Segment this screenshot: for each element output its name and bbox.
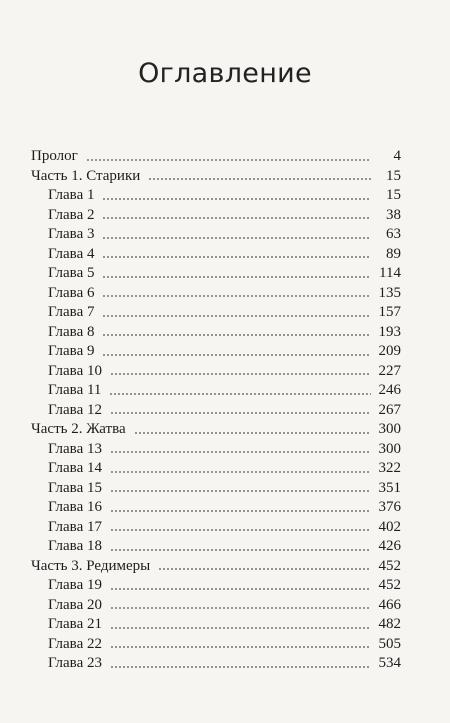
toc-entry-page-number: 402 — [378, 518, 401, 535]
toc-entry-label: Глава 6 — [48, 284, 95, 301]
toc-entry-label: Глава 14 — [48, 460, 102, 476]
dot-leader — [110, 411, 371, 415]
dot-leader — [110, 606, 371, 610]
toc-entry-label: Глава 18 — [48, 538, 102, 554]
toc-entry[interactable] — [31, 557, 401, 577]
toc-entry-label: Глава 10 — [48, 362, 102, 379]
toc-entry[interactable] — [31, 323, 401, 343]
toc-entry[interactable] — [31, 401, 401, 421]
toc-entry-label: Глава 9 — [48, 343, 95, 359]
toc-entry[interactable] — [31, 518, 401, 538]
dot-leader — [134, 431, 371, 435]
toc-entry-label: Глава 17 — [48, 518, 102, 535]
toc-entry[interactable] — [31, 381, 401, 401]
dot-leader — [102, 294, 371, 298]
toc-entry[interactable] — [31, 654, 401, 674]
toc-entry-label: Глава 21 — [48, 616, 102, 632]
toc-entry-page-number: 376 — [378, 499, 401, 515]
toc-entry[interactable] — [31, 479, 401, 499]
toc-entry-label: Глава 7 — [48, 304, 95, 320]
toc-entry-label: Пролог — [31, 148, 78, 164]
toc-entry[interactable] — [31, 440, 401, 460]
toc-entry-page-number: 351 — [378, 479, 401, 496]
toc-entry-page-number: 300 — [378, 421, 401, 437]
toc-entry[interactable] — [31, 596, 401, 616]
toc-entry[interactable] — [31, 498, 401, 518]
toc-entry-page-number: 322 — [378, 460, 401, 476]
toc-entry-page-number: 135 — [378, 284, 401, 301]
toc-entry-page-number: 466 — [378, 596, 401, 613]
toc-entry[interactable] — [31, 245, 401, 265]
dot-leader — [109, 392, 371, 396]
toc-entry-page-number: 15 — [386, 187, 401, 203]
toc-entry-label: Глава 3 — [48, 226, 95, 242]
dot-leader — [102, 333, 371, 337]
dot-leader — [158, 567, 371, 571]
dot-leader — [110, 548, 371, 552]
dot-leader — [110, 626, 371, 630]
toc-entry-page-number: 482 — [378, 616, 401, 632]
toc-entry[interactable] — [31, 167, 401, 187]
dot-leader — [110, 587, 371, 591]
toc-entry[interactable] — [31, 284, 401, 304]
toc-entry[interactable] — [31, 264, 401, 284]
toc-title: Оглавление — [138, 58, 312, 89]
toc-entry-page-number: 15 — [386, 167, 401, 184]
toc-entry[interactable] — [31, 186, 401, 206]
toc-entry-label: Глава 8 — [48, 323, 95, 340]
dot-leader — [148, 177, 371, 181]
toc-entry-page-number: 38 — [386, 206, 401, 223]
toc-entry-page-number: 227 — [378, 362, 401, 379]
toc-entry[interactable] — [31, 303, 401, 323]
toc-entry-label: Глава 2 — [48, 206, 95, 223]
toc-entry-page-number: 505 — [378, 635, 401, 652]
toc-entry-page-number: 267 — [378, 401, 401, 418]
dot-leader — [110, 450, 371, 454]
dot-leader — [110, 489, 371, 493]
toc-entry-label: Часть 2. Жатва — [31, 421, 126, 437]
toc-entry-label: Глава 16 — [48, 499, 102, 515]
toc-entry-label: Глава 1 — [48, 187, 95, 203]
toc-entry-page-number: 4 — [393, 148, 401, 164]
toc-entry-label: Глава 19 — [48, 577, 102, 593]
toc-entry[interactable] — [31, 362, 401, 382]
toc-entry-label: Глава 23 — [48, 655, 102, 671]
toc-entry[interactable] — [31, 537, 401, 557]
toc-entry-page-number: 114 — [379, 265, 401, 281]
dot-leader — [110, 470, 371, 474]
dot-leader — [110, 509, 371, 513]
toc-entry[interactable] — [31, 615, 401, 635]
toc-entry-page-number: 534 — [378, 655, 401, 671]
dot-leader — [102, 314, 371, 318]
dot-leader — [102, 353, 371, 357]
dot-leader — [86, 158, 371, 162]
toc-entry-page-number: 452 — [378, 557, 401, 574]
dot-leader — [102, 216, 371, 220]
toc-entry[interactable] — [31, 459, 401, 479]
toc-entry[interactable] — [31, 576, 401, 596]
dot-leader — [110, 645, 371, 649]
toc-entry-page-number: 246 — [378, 382, 401, 398]
dot-leader — [110, 665, 371, 669]
toc-entry[interactable] — [31, 206, 401, 226]
dot-leader — [102, 275, 371, 279]
toc-entry-page-number: 426 — [378, 538, 401, 554]
dot-leader — [110, 372, 371, 376]
toc-entry-label: Глава 13 — [48, 440, 102, 457]
dot-leader — [110, 528, 371, 532]
toc-entry-label: Глава 22 — [48, 635, 102, 652]
toc-entry-label: Глава 4 — [48, 245, 95, 262]
toc-list — [31, 147, 401, 674]
toc-entry-page-number: 452 — [378, 577, 401, 593]
toc-entry-label: Глава 12 — [48, 401, 102, 418]
toc-entry[interactable] — [31, 147, 401, 167]
toc-entry-label: Глава 5 — [48, 265, 95, 281]
toc-entry-label: Глава 15 — [48, 479, 102, 496]
toc-entry[interactable] — [31, 635, 401, 655]
dot-leader — [102, 236, 371, 240]
toc-entry[interactable] — [31, 225, 401, 245]
dot-leader — [102, 255, 371, 259]
toc-entry-label: Часть 3. Редимеры — [31, 557, 151, 574]
toc-entry-page-number: 193 — [378, 323, 401, 340]
toc-entry-page-number: 209 — [378, 343, 401, 359]
toc-entry-page-number: 63 — [386, 226, 401, 242]
toc-entry-label: Часть 1. Старики — [31, 167, 141, 184]
dot-leader — [102, 197, 371, 201]
toc-entry-page-number: 300 — [378, 440, 401, 457]
toc-entry-label: Глава 11 — [48, 382, 102, 398]
toc-entry[interactable] — [31, 420, 401, 440]
toc-entry[interactable] — [31, 342, 401, 362]
toc-entry-page-number: 157 — [378, 304, 401, 320]
toc-entry-page-number: 89 — [386, 245, 401, 262]
toc-entry-label: Глава 20 — [48, 596, 102, 613]
